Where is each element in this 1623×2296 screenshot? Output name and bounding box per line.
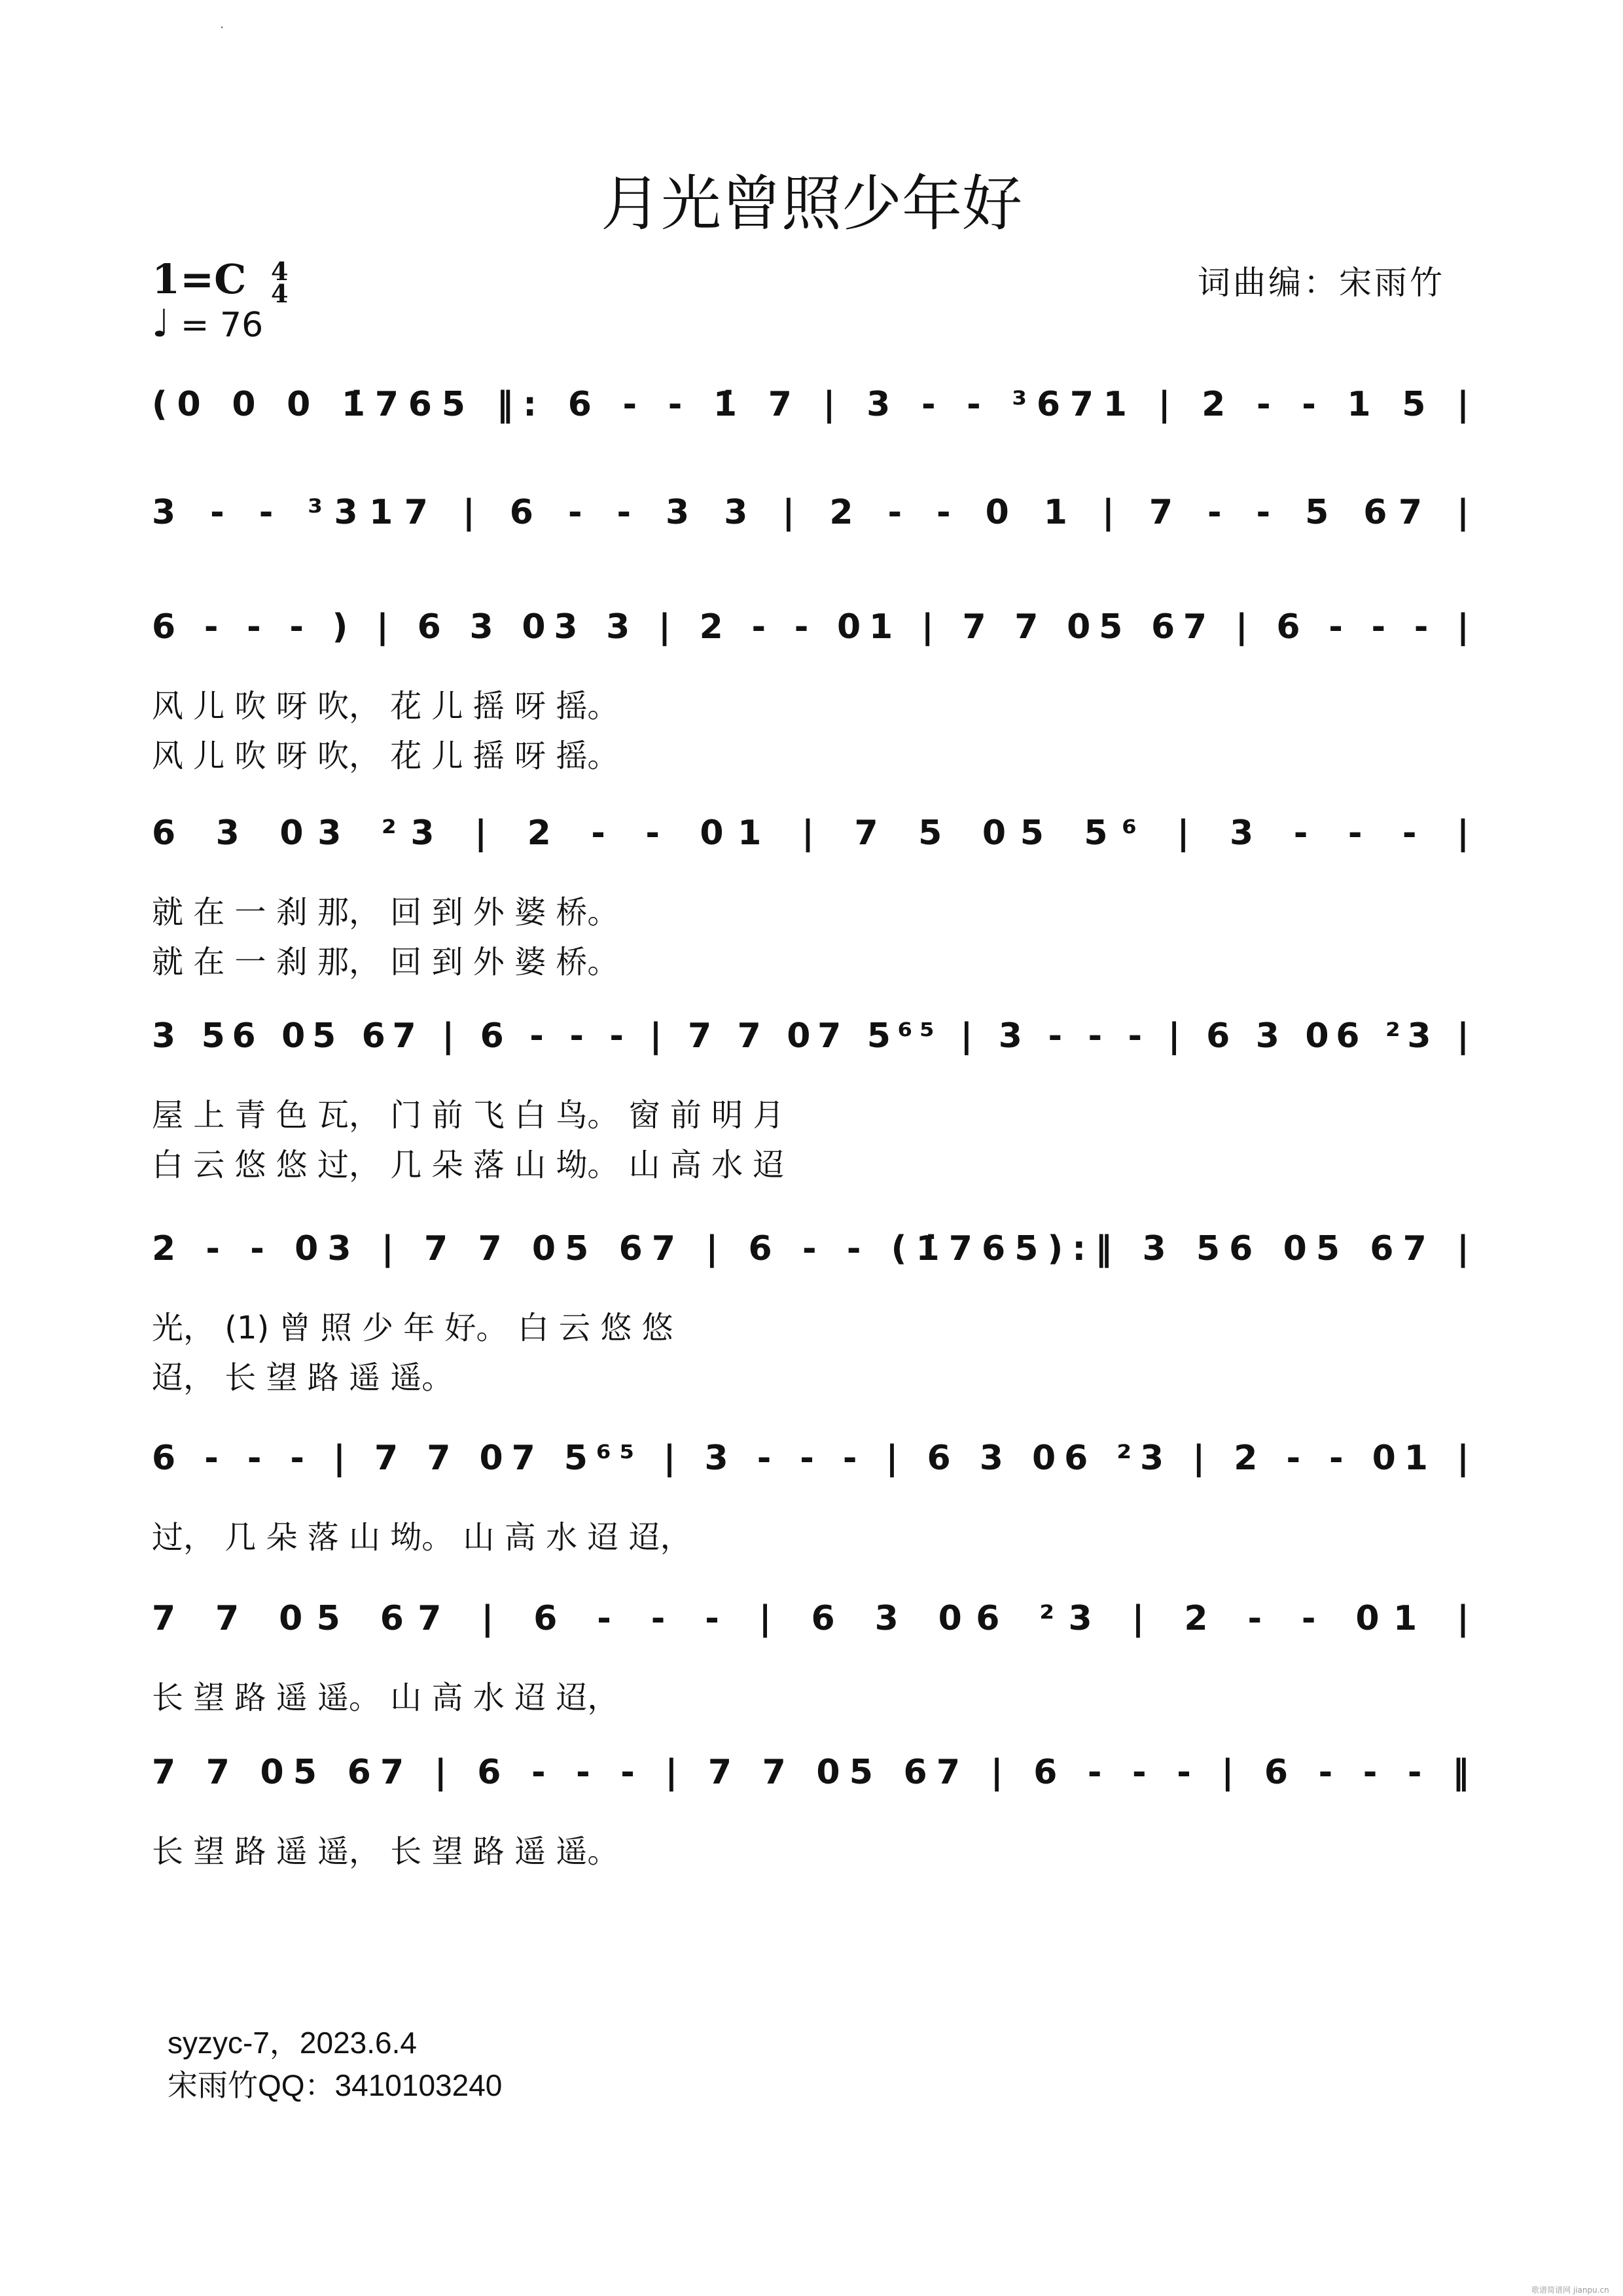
time-signature-top: 4 <box>271 257 289 286</box>
footer-date: syzyc-7，2023.6.4 <box>168 2026 417 2060</box>
song-title: 月光曾照少年好 <box>600 169 1022 239</box>
lyric-line: 屋 上 青 色 瓦， 门 前 飞 白 鸟。 窗 前 明 月 <box>152 1097 785 1134</box>
tempo-value: = 76 <box>180 306 264 345</box>
lyric-line: 迢， 长 望 路 遥 遥。 <box>152 1359 454 1396</box>
lyric-line: 光， (1) 曾 照 少 年 好。 白 云 悠 悠 <box>152 1310 673 1346</box>
lyric-line: 过， 几 朵 落 山 坳。 山 高 水 迢 迢， <box>152 1519 692 1556</box>
notation-line: 6 - - - | 7 7 07 5⁶⁵ | 3 - - - | 6 3 06 ²3 | 2 - - 01 | <box>152 1439 1469 1478</box>
notation-line: 6 3 03 ²3 | 2 - - 01 | 7 5 05 5⁶ | 3 - - - | <box>152 814 1469 853</box>
notation-line: 7 7 05 67 | 6 - - - | 6 3 06 ²3 | 2 - - 01 | <box>152 1599 1469 1638</box>
time-signature-bottom: 4 <box>271 279 289 308</box>
notation-line: (0 0 0 1̇765 ‖: 6 - - 1̇ 7 | 3 - - ³671 | 2 - - 1 5 | <box>152 385 1470 424</box>
quarter-note-icon: ♩ <box>152 301 170 346</box>
corner-mark: · <box>220 20 224 35</box>
notation-line: 3 - - ³317 | 6 - - 3 3 | 2 - - 0 1 | 7 - - 5 67 | <box>152 493 1469 532</box>
notation-line: 3 56 05 67 | 6 - - - | 7 7 07 5⁶⁵ | 3 - - - | 6 3 06 ²3 | <box>152 1016 1469 1056</box>
lyric-line: 长 望 路 遥 遥， 长 望 路 遥 遥。 <box>152 1833 619 1870</box>
footer-contact: 宋雨竹QQ：3410103240 <box>168 2068 503 2102</box>
lyric-line: 长 望 路 遥 遥。 山 高 水 迢 迢， <box>152 1679 619 1716</box>
key-label: 1=C <box>152 255 247 303</box>
lyric-line: 风 儿 吹 呀 吹， 花 儿 摇 呀 摇。 <box>152 738 619 774</box>
notation-line: 2 - - 03 | 7 7 05 67 | 6 - - (1̇765):‖ 3 56 05 67 | <box>152 1229 1469 1268</box>
credit-line: 词曲编：宋雨竹 <box>1198 264 1445 302</box>
lyric-line: 就 在 一 刹 那， 回 到 外 婆 桥。 <box>152 944 619 980</box>
notation-line: 6 - - - ) | 6 3 03 3 | 2 - - 01 | 7 7 05 67 | 6 - - - | <box>152 607 1469 647</box>
lyric-line: 白 云 悠 悠 过， 几 朵 落 山 坳。 山 高 水 迢 <box>152 1147 785 1183</box>
lyric-line: 就 在 一 刹 那， 回 到 外 婆 桥。 <box>152 894 619 931</box>
notation-line: 7 7 05 67 | 6 - - - | 7 7 05 67 | 6 - - - | 6 - - - ‖ <box>152 1753 1470 1792</box>
site-watermark: 歌谱简谱网 jianpu.cn <box>1531 2286 1609 2295</box>
lyric-line: 风 儿 吹 呀 吹， 花 儿 摇 呀 摇。 <box>152 688 619 725</box>
